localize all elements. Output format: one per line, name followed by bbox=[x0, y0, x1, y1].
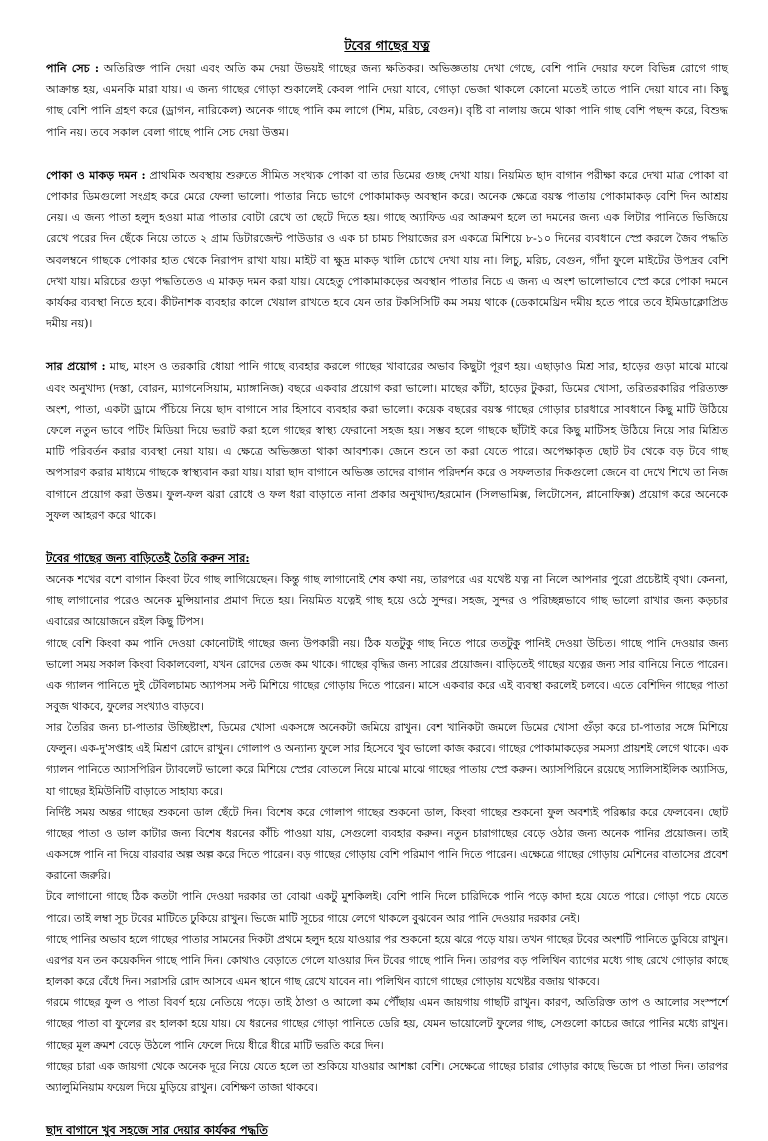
paragraph: গাছে বেশি কিংবা কম পানি দেওয়া কোনোটাই গাছের জন্য উপকারী নয়। ঠিক যতটুকু গাছ নিতে পারে ততটুকু পানিই দেওয়া উচিত। গাছে পানি দেওয়ার জন্য ভালো সময় সকাল কিংবা বিকালবেলা, যখন রোদের তেজ কম থাকে। গাছের বৃদ্ধির জন্য সারের প্রয়োজন। বাড়িতেই গাছের যত্নের জন্য সার বানিয়ে নিতে পারেন। এক গ্যালন পানিতে দুই টেবিলচামচ অ্যাপসম সল্ট মিশিয়ে গাছের গোড়ায় দিতে পারেন। মাসে একবার করে এই ব্যবস্থা করলেই চলবে। এতে বেশিদিন গাছের পাতা সবুজ থাকবে, ফুলের সংখ্যাও বাড়বে। bbox=[46, 636, 728, 713]
section-text-pest-control: প্রাথমিক অবস্থায় শুরুতে সীমিত সংখ্যক পোকা বা তার ডিমের গুচ্ছ দেখা যায়। নিয়মিত ছাদ বাগান পরীক্ষা করে দেখা মাত্র পোকা বা পোকার ডিমগুলো সংগ্রহ করে মেরে ফেলা ভালো। পাতার নিচে ভাগে পোকামাকড় অবস্থান করে। অনেক ক্ষেত্রে বয়স্ক পাতায় পোকামাকড় বেশি দিন আশ্রয় নেয়। এ জন্য পাতা হলুদ হওয়া মাত্র পাতার বোটা রেখে তা ছেটে দিতে হয়। গাছে অ্যাফিড এর আক্রমণ হলে তা দমনের জন্য এক লিটার পানিতে ভিজিয়ে রেখে পরের দিন ছেঁকে নিয়ে তাতে ২ গ্রাম ডিটারজেন্ট পাউডার ও এক চা চামচ পিয়াজের রস একত্রে মিশিয়ে ৮-১০ দিনের ব্যবধানে স্প্রে করলে জৈব পদ্ধতি অবলম্বনে গাছকে পোকার হাত থেকে নিরাপদ রাখা যায়। মাইট বা ক্ষুদ্র মাকড় খালি চোখে দেখা যায় না। লিচু, মরিচ, বেগুন, গাঁদা ফুলে মাইটের উপদ্রব বেশি দেখা যায়। মরিচের গুড়া পদ্ধতিতেও এ মাকড় দমন করা যায়। যেহেতু পোকামাকড়ের অবস্থান পাতার নিচে এ জন্য এ অংশ ভালোভাবে স্প্রে করে পোকা দমনে কার্যকর ব্যবস্থা নিতে হবে। কীটনাশক ব্যবহার কালে খেয়াল রাখতে হবে যেন তার টকসিসিটি কম সময় থাকে (ডেকামেথ্রিন দমীয় হতে পারে তবে ইমিডাক্লোপ্রিড দমীয় নয়)। bbox=[46, 168, 729, 331]
section-label-pest-control: পোকা ও মাকড় দমন : bbox=[46, 167, 146, 182]
paragraph: গরমে গাছের ফুল ও পাতা বিবর্ণ হয়ে নেতিয়ে পড়ে। তাই ঠাণ্ডা ও আলো কম পৌঁছায় এমন জায়গায় গাছটি রাখুন। কারণ, অতিরিক্ত তাপ ও আলোর সংস্পর্শে গাছের পাতা বা ফুলের রং হালকা হয়ে যায়। যে ধরনের গাছের গোড়া পানিতে ডেরি হয়, যেমন ভায়োলেট ফুলের গাছ, সেগুলো কাচের জারে পানির মধ্যে রাখুন। গাছের মূল ক্রমশ বেড়ে উঠলে পানি ফেলে দিয়ে ধীরে ধীরে মাটি ভরতি করে দিন। bbox=[46, 996, 728, 1052]
section-text-fertilizer: মাছ, মাংস ও তরকারি ধোয়া পানি গাছে ব্যবহার করলে গাছের খাবারের অভাব কিছুটা পূরণ হয়। এছাড়াও মিশ্র সার, হাড়ের গুড়া মাঝে মাঝে এবং অনুখাদ্য (দস্তা, বোরন, ম্যাগনেসিয়াম, ম্যাঙ্গানিজ) বছরে একবার প্রয়োগ করা ভালো। মাছের কাঁটা, হাড়ের টুকরা, ডিমের খোসা, তরিতরকারির পরিত্যক্ত অংশ, পাতা, একটা ড্রামে পঁচিয়ে নিয়ে ছাদ বাগানে সার হিসাবে ব্যবহার করা ভালো। কয়েক বছরের বয়স্ক গাছের গোড়ার চারধারে সাবধানে কিছু মাটি উঠিয়ে ফেলে নতুন ভাবে পটিং মিডিয়া দিয়ে ভরাট করা হলে গাছের স্বাস্থ্য ফেরানো সহজ হয়। সম্ভব হলে গাছকে ছাঁটাই করে কিছু মাটিসহ উঠিয়ে নিয়ে সার মিশ্রিত মাটি পরিবর্তন করার ব্যবস্থা নেয়া যায়। এ ক্ষেত্রে অভিজ্ঞতা থাকা আবশ্যক। জেনে শুনে তা করা যেতে পারে। অপেক্ষাকৃত ছোট টব থেকে বড় টবে গাছ অপসারণ করার মাধ্যমে গাছকে স্বাস্থ্যবান করা যায়। যারা ছাদ বাগানে অভিজ্ঞ তাদের বাগান পরিদর্শন করে ও সফলতার দিকগুলো জেনে বা দেখে শিখে তা নিজ বাগানে প্রয়োগ করা উত্তম। ফুল-ফল ঝরা রোধে ও ফল ধরা বাড়াতে নানা প্রকার অনুখাদ্য/হরমোন (সিলভামিক্স, লিটোসেন, প্লানোফিক্স) প্রয়োগ করে অনেকে সুফল আহরণ করে থাকে। bbox=[46, 360, 729, 522]
section-spacer bbox=[46, 526, 728, 548]
section-label-irrigation: পানি সেচ : bbox=[46, 61, 99, 75]
section-spacer bbox=[46, 1098, 728, 1120]
paragraph: সার তৈরির জন্য চা-পাতার উচ্ছিষ্টাংশ, ডিমের খোসা একসঙ্গে অনেকটা জমিয়ে রাখুন। বেশ খানিকটা জমলে ডিমের খোসা গুঁড়া করে চা-পাতার সঙ্গে মিশিয়ে ফেলুন। এক-দু'সপ্তাহ এই মিশ্রণ রোদে রাখুন। গোলাপ ও অন্যান্য ফুলে সার হিসেবে খুব ভালো কাজ করবে। গাছের পোকামাকড়ের সমস্যা প্রায়শই লেগে থাকে। এক গ্যালন পানিতে অ্যাসপিরিন ট্যাবলেট ভালো করে মিশিয়ে স্প্রের বোতলে নিয়ে মাঝে মাঝে গাছের পাতায় স্প্রে করুন। অ্যাসপিরিনে রয়েছে স্যালিসাইলিক অ্যাসিড, যা গাছের ইমিউনিটি বাড়াতে সাহায্য করে। bbox=[46, 721, 728, 798]
section-irrigation bbox=[46, 58, 728, 143]
homemade-fertilizer-heading: টবের গাছের জন্য বাড়িতেই তৈরি করুন সার: bbox=[46, 551, 250, 566]
paragraph: নির্দিষ্ট সময় অন্তর গাছের শুকনো ডাল ছেঁটে দিন। বিশেষ করে গোলাপ গাছের শুকনো ডাল, কিংবা গাছের শুকনো ফুল অবশ্যই পরিষ্কার করে ফেলবেন। ছোট গাছের পাতা ও ডাল কাটার জন্য বিশেষ ধরনের কাঁচি পাওয়া যায়, সেগুলো ব্যবহার করুন। নতুন চারাগাছের বেড়ে ওঠার জন্য অনেক পানির প্রয়োজন। তাই একসঙ্গে পানি না দিয়ে বারবার অল্প অল্প করে দিতে পারেন। বড় গাছের গোড়ায় বেশি পরিমাণ পানি দিতে পারেন। এক্ষেত্রে গাছের গোড়ায় মেশিনের বাতাসের প্রবেশ করানো জরুরি। bbox=[46, 805, 728, 883]
paragraph: অনেক শখের বশে বাগান কিংবা টবে গাছ লাগিয়েছেন। কিন্তু গাছ লাগানোই শেষ কথা নয়, তারপরে এর যথেষ্ট যত্ন না নিলে আপনার পুরো প্রচেষ্টাই বৃথা। কেননা, গাছ লাগানোর পরেও অনেক মুন্সিয়ানার প্রমাণ দিতে হয়। নিয়মিত যত্নেই গাছ হয়ে ওঠে সুন্দর। সহজ, সুন্দর ও পরিচ্ছন্নভাবে গাছ ভালো রাখার জন্য কড়চার এবারের আয়োজনে রইল কিছু টিপস। bbox=[46, 573, 728, 629]
section-label-fertilizer: সার প্রয়োগ : bbox=[46, 359, 106, 374]
section-fertilizer bbox=[46, 356, 728, 526]
paragraph: গাছের চারা এক জায়গা থেকে অনেক দূরে নিয়ে যেতে হলে তা শুকিয়ে যাওয়ার আশঙ্কা বেশি। সেক্ষেত্রে গাছের চারার গোড়ার কাছে ভিজে চা পাতা দিন। তারপর অ্যালুমিনিয়াম ফয়েল দিয়ে মুড়িয়ে রাখুন। বেশিক্ষণ তাজা থাকবে। bbox=[46, 1059, 728, 1094]
document-title: টবের গাছের যত্ন bbox=[344, 39, 430, 54]
section-spacer bbox=[46, 143, 728, 165]
section-text-irrigation: অতিরিক্ত পানি দেয়া এবং অতি কম দেয়া উভয়ই গাছের জন্য ক্ষতিকর। অভিজ্ঞতায় দেখা গেছে, বেশি পানি দেয়ার ফলে বিভিন্ন রোগে গাছ আক্রান্ত হয়, এমনকি মারা যায়। এ জন্য গাছের গোড়া শুকালেই কেবল পানি দেয়া যাবে, গোড়া ভেজা থাকলে কোনো মতেই তাতে পানি দেয়া যাবে না। কিছু গাছ বেশি পানি গ্রহণ করে (ড্রাগন, নারিকেল) অনেক গাছে পানি কম লাগে (শিম, মরিচ, বেগুন)। বৃষ্টি বা নালায় জমে থাকা পানি গাছ বেশি পছন্দ করে, বিশুদ্ধ পানি নয়। তবে সকাল বেলা গাছে পানি সেচ দেয়া উত্তম। bbox=[46, 62, 729, 139]
paragraph: টবে লাগানো গাছে ঠিক কতটা পানি দেওয়া দরকার তা বোঝা একটু মুশকিলই। বেশি পানি দিলে চারিদিকে পানি পড়ে কাদা হয়ে যেতে পারে। গোড়া পচে যেতে পারে। তাই লম্বা সূচ টবের মাটিতে ঢুকিয়ে রাখুন। ভিজে মাটি সূচের গায়ে লেগে থাকলে বুঝবেন আর পানি দেওয়ার দরকার নেই। bbox=[46, 890, 729, 925]
section-spacer bbox=[46, 334, 728, 356]
section-pest-control bbox=[46, 165, 728, 335]
paragraph: গাছে পানির অভাব হলে গাছের পাতার সামনের দিকটা প্রথমে হলুদ হয়ে যাওয়ার পর শুকনো হয়ে ঝরে পড়ে যায়। তখন গাছের টবের অংশটি পানিতে ডুবিয়ে রাখুন। এরপর যন তন কয়েকদিন গাছে পানি দিন। কোথাও বেড়াতে গেলে যাওয়ার দিন টবের গাছে পানি দিন। তারপর বড় পলিথিন ব্যাগের মধ্যে গাছ রেখে গোড়ার কাছে হালকা করে বেঁধে দিন। সরাসরি রোদ আসবে এমন স্থানে গাছ রেখে যাবেন না। পলিথিন ব্যাগে গাছের গোড়ায় যথেষ্টর বজায় থাকবে। bbox=[46, 932, 728, 989]
footer-heading: ছাদ বাগানে খুব সহজে সার দেয়ার কার্যকর পদ্ধতি bbox=[46, 1122, 268, 1137]
